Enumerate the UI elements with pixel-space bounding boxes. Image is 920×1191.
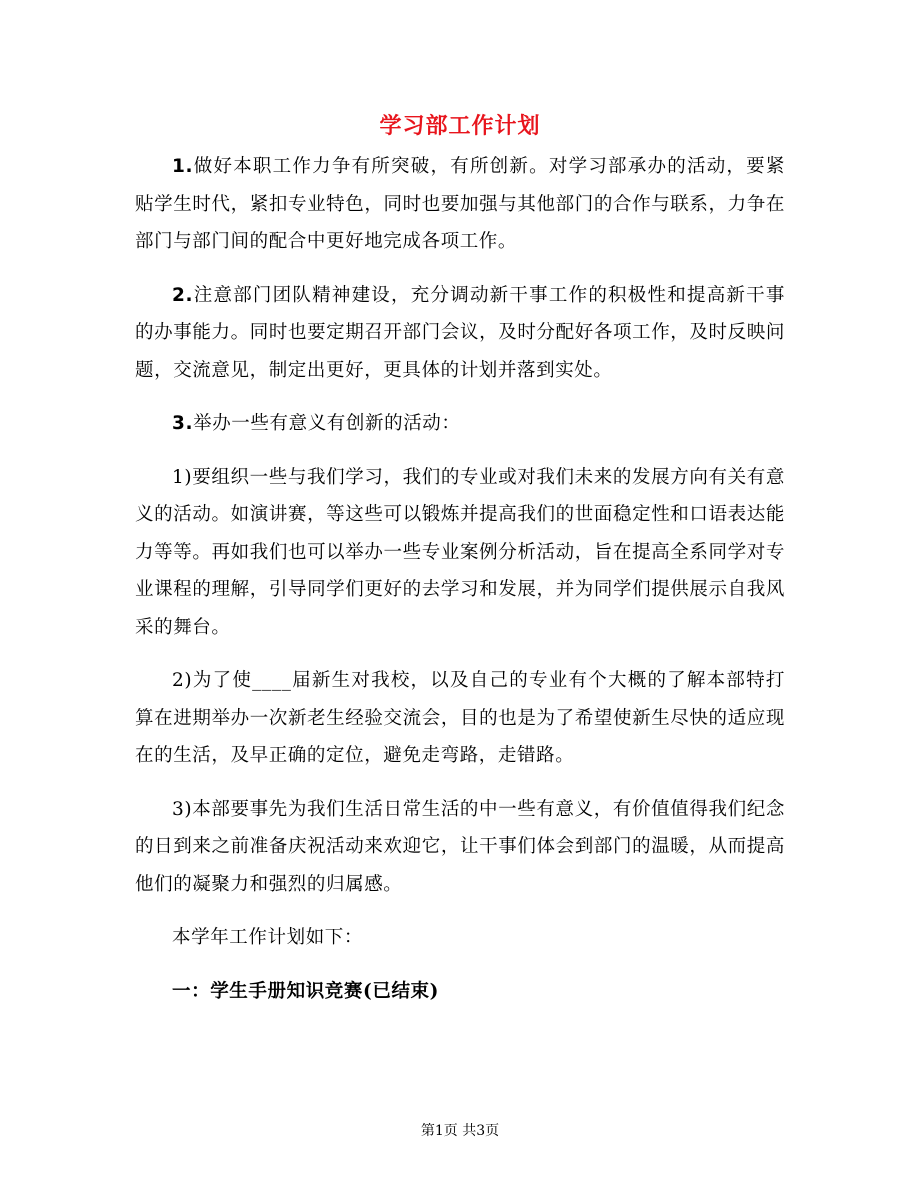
paragraph-text: 本学年工作计划如下： [172,927,364,948]
sub-paragraph-2 [135,662,785,775]
paragraph-text: 本部要事先为我们生活日常生活的中一些有意义，有价值值得我们纪念的日到来之前准备庆祝活动来欢迎它，让干事们体会到部门的温暖，从而提高他们的凝聚力和强烈的归属感。 [135,798,785,895]
document-title: 学习部工作计划 [379,113,541,139]
paragraph-number: 2) [172,670,193,691]
paragraph-number: 1. [172,156,194,177]
paragraph-1 [135,148,785,261]
paragraph-text: 要组织一些与我们学习，我们的专业或对我们未来的发展方向有关有意义的活动。如演讲赛，等这些可以锻炼并提高我们的世面稳定性和口语表达能力等等。再如我们也可以举办一些专业案例分析活动，旨在提高全系同学对专业课程的理解，引导同学们更好的去学习和发展，并为同学们提供展示自我风采的舞台。 [135,466,785,638]
sub-paragraph-1 [135,459,785,647]
paragraph-number: 1) [172,466,193,488]
paragraph-text: 举办一些有意义有创新的活动： [193,413,461,434]
sub-paragraph-3 [135,791,785,904]
paragraph-text: 做好本职工作力争有所突破，有所创新。对学习部承办的活动，要紧贴学生时代，紧扣专业特色，同时也要加强与其他部门的合作与联系，力争在部门与部门间的配合中更好地完成各项工作。 [135,156,785,252]
paragraph-number: 3) [172,798,193,820]
paragraph-text: 为了使____届新生对我校，以及自己的专业有个大概的了解本部特打算在进期举办一次新老生经验交流会，目的也是为了希望使新生尽快的适应现在的生活，及早正确的定位，避免走弯路，走错路。 [135,670,785,766]
document-body [135,148,785,1010]
page-footer: 第1页 共3页 [420,1123,500,1139]
paragraph-number: 3. [172,413,194,434]
plan-intro [135,919,785,957]
paragraph-number: 2. [172,284,194,306]
section-heading: 一：学生手册知识竞赛(已结束) [172,980,440,1002]
paragraph-3 [135,405,785,443]
paragraph-2 [135,277,785,390]
paragraph-text: 注意部门团队精神建设，充分调动新干事工作的积极性和提高新干事的办事能力。同时也要定期召开部门会议，及时分配好各项工作，及时反映问题，交流意见，制定出更好，更具体的计划并落到实处。 [135,284,785,381]
